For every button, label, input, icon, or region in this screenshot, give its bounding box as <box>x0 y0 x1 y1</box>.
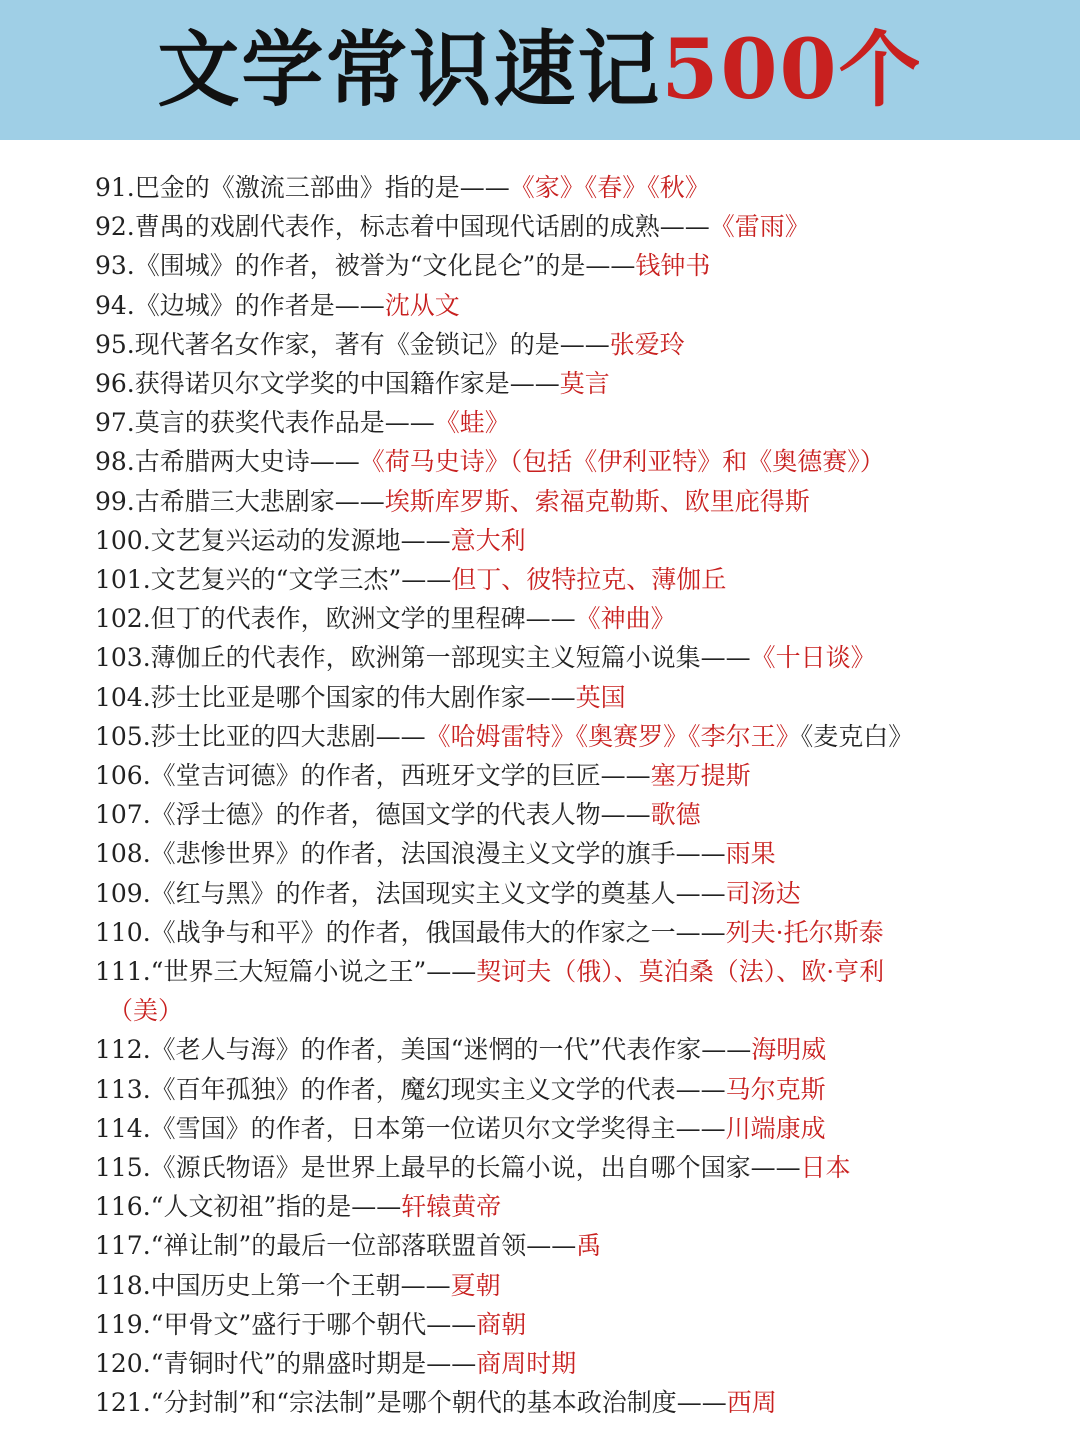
item-question: 106.《堂吉诃德》的作者，西班牙文学的巨匠—— <box>95 761 651 791</box>
item-answer: 但丁、彼特拉克、薄伽丘 <box>451 565 727 595</box>
list-item <box>0 638 1080 677</box>
fact-list <box>0 168 1080 1422</box>
item-answer: 禹 <box>576 1231 602 1261</box>
page-title <box>157 22 923 118</box>
item-answer: 列夫·托尔斯泰 <box>725 917 884 947</box>
item-question: 96.获得诺贝尔文学奖的中国籍作家是—— <box>95 369 560 399</box>
item-answer: 夏朝 <box>450 1270 501 1300</box>
list-item <box>0 874 1080 913</box>
list-item <box>0 756 1080 795</box>
item-question: 118.中国历史上第一个王朝—— <box>95 1270 451 1300</box>
item-answer: 歌德 <box>650 800 701 830</box>
list-item <box>0 246 1080 285</box>
item-answer: 契诃夫（俄）、莫泊桑（法）、欧·亨利 <box>476 957 885 987</box>
list-item <box>0 1383 1080 1422</box>
item-answer: 《十日谈》 <box>750 643 876 673</box>
list-item <box>0 1187 1080 1226</box>
item-question: 101.文艺复兴的“文学三杰”—— <box>95 565 452 595</box>
item-question: 115.《源氏物语》是世界上最早的长篇小说，出自哪个国家—— <box>95 1153 801 1183</box>
list-item <box>0 678 1080 717</box>
list-item <box>0 325 1080 364</box>
list-item <box>0 795 1080 834</box>
list-item <box>0 482 1080 521</box>
item-question: 102.但丁的代表作，欧洲文学的里程碑—— <box>95 604 576 634</box>
item-question: 108.《悲惨世界》的作者，法国浪漫主义文学的旗手—— <box>95 839 726 869</box>
item-question: 117.“禅让制”的最后一位部落联盟首领—— <box>95 1231 577 1261</box>
list-item <box>0 1266 1080 1305</box>
item-question: 109.《红与黑》的作者，法国现实主义文学的奠基人—— <box>95 878 726 908</box>
list-item <box>0 521 1080 560</box>
list-item <box>0 403 1080 442</box>
item-answer: 商朝 <box>476 1309 527 1339</box>
item-answer: 塞万提斯 <box>650 761 751 791</box>
item-answer: 商周时期 <box>476 1349 577 1379</box>
list-item <box>0 1109 1080 1148</box>
list-item <box>0 364 1080 403</box>
list-item <box>0 913 1080 952</box>
item-answer-continued: （美） <box>108 996 184 1026</box>
item-answer: 莫言 <box>559 369 610 399</box>
item-answer-tail: 《麦克白》 <box>800 721 914 751</box>
item-question: 103.薄伽丘的代表作，欧洲第一部现实主义短篇小说集—— <box>95 643 751 673</box>
item-question: 113.《百年孤独》的作者，魔幻现实主义文学的代表—— <box>95 1074 726 1104</box>
item-answer: 《哈姆雷特》《奥赛罗》《李尔王》 <box>425 721 801 751</box>
item-answer: 轩辕黄帝 <box>401 1192 502 1222</box>
item-question: 110.《战争与和平》的作者，俄国最伟大的作家之一—— <box>95 917 726 947</box>
list-item <box>0 560 1080 599</box>
item-question: 95.现代著名女作家，著有《金锁记》的是—— <box>95 329 610 359</box>
list-item <box>0 834 1080 873</box>
item-answer: 日本 <box>800 1153 851 1183</box>
list-item <box>0 207 1080 246</box>
item-question: 104.莎士比亚是哪个国家的伟大剧作家—— <box>95 682 576 712</box>
item-answer: 《神曲》 <box>575 604 676 634</box>
list-item <box>0 717 1080 756</box>
list-item <box>0 1344 1080 1383</box>
item-question: 93.《围城》的作者，被誉为“文化昆仑”的是—— <box>95 251 636 281</box>
item-question: 121.“分封制”和“宗法制”是哪个朝代的基本政治制度—— <box>95 1388 727 1418</box>
item-question: 114.《雪国》的作者，日本第一位诺贝尔文学奖得主—— <box>95 1113 726 1143</box>
item-question: 120.“青铜时代”的鼎盛时期是—— <box>95 1349 477 1379</box>
list-item <box>0 1030 1080 1069</box>
item-answer: 钱钟书 <box>635 251 711 281</box>
item-answer: 沈从文 <box>384 290 460 320</box>
item-answer: 《蛙》 <box>434 408 510 438</box>
list-item <box>0 442 1080 481</box>
item-answer: 《家》《春》《秋》 <box>509 173 710 202</box>
item-question: 99.古希腊三大悲剧家—— <box>95 486 385 516</box>
item-question: 94.《边城》的作者是—— <box>95 290 385 320</box>
list-item <box>0 1070 1080 1109</box>
item-answer: 《雷雨》 <box>709 212 810 242</box>
item-answer: 英国 <box>575 682 626 712</box>
item-question: 116.“人文初祖”指的是—— <box>95 1192 402 1222</box>
title-banner <box>0 0 1080 140</box>
page-title-accent: 500个 <box>661 22 923 118</box>
list-item <box>0 168 1080 207</box>
list-item <box>0 286 1080 325</box>
item-question: 97.莫言的获奖代表作品是—— <box>95 408 435 438</box>
item-question: 119.“甲骨文”盛行于哪个朝代—— <box>95 1309 477 1339</box>
item-answer: 海明威 <box>751 1035 827 1065</box>
item-question: 107.《浮士德》的作者，德国文学的代表人物—— <box>95 800 651 830</box>
list-item <box>0 1148 1080 1187</box>
list-item <box>0 1305 1080 1344</box>
item-question: 111.“世界三大短篇小说之王”—— <box>95 957 477 987</box>
item-question: 100.文艺复兴运动的发源地—— <box>95 525 451 555</box>
item-answer: 马尔克斯 <box>725 1074 826 1104</box>
item-question: 112.《老人与海》的作者，美国“迷惘的一代”代表作家—— <box>95 1035 752 1065</box>
item-answer: 《荷马史诗》（包括《伊利亚特》和《奥德赛》） <box>359 447 885 477</box>
item-answer: 张爱玲 <box>609 329 685 359</box>
item-answer: 川端康成 <box>725 1113 826 1143</box>
list-item <box>0 1226 1080 1265</box>
item-answer: 埃斯库罗斯、索福克勒斯、欧里庇得斯 <box>384 486 810 516</box>
item-question: 98.古希腊两大史诗—— <box>95 447 360 477</box>
item-answer: 意大利 <box>450 525 526 555</box>
item-question: 91.巴金的《激流三部曲》指的是—— <box>95 173 510 202</box>
item-question: 92.曹禺的戏剧代表作，标志着中国现代话剧的成熟—— <box>95 212 710 242</box>
page-title-main: 文学常识速记 <box>157 22 662 118</box>
list-item <box>0 599 1080 638</box>
list-item <box>0 952 1080 1030</box>
item-question: 105.莎士比亚的四大悲剧—— <box>95 721 426 751</box>
item-answer: 西周 <box>726 1388 777 1418</box>
item-answer: 雨果 <box>725 839 776 869</box>
item-answer: 司汤达 <box>725 878 801 908</box>
